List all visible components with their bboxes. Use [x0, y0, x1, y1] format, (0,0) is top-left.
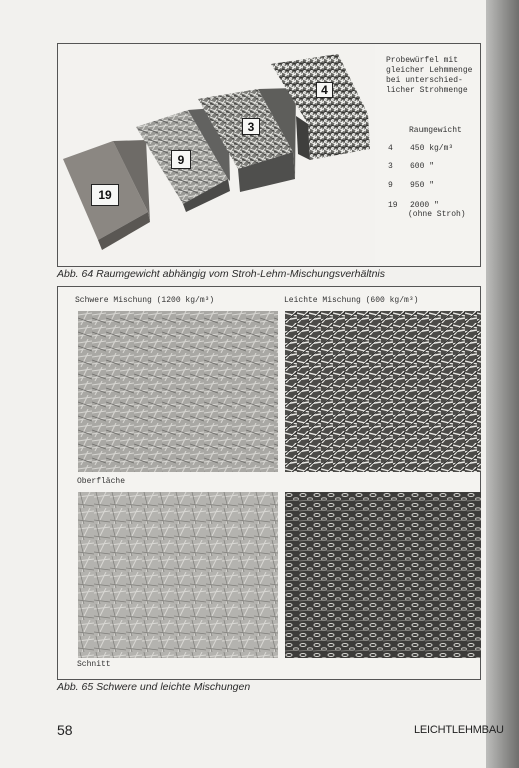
heavy-section-photo — [78, 492, 278, 658]
brick-samples-photo — [58, 44, 375, 266]
table-row — [388, 201, 439, 210]
table-row-note: (ohne Stroh) — [408, 210, 466, 219]
row-number: 19 — [388, 201, 398, 210]
brick-samples-illustration — [58, 44, 375, 266]
surface-label: Oberfläche — [77, 477, 126, 486]
row-value: 950 " — [410, 181, 435, 190]
row-value: 450 kg/m³ — [410, 144, 454, 153]
row-number: 4 — [388, 144, 393, 153]
brick-tag-9: 9 — [171, 150, 191, 169]
figure-64-caption: Abb. 64 Raumgewicht abhängig vom Stroh-Lehm-Mischungsverhältnis — [57, 268, 386, 280]
figure-65-frame — [57, 286, 481, 680]
heavy-surface-photo — [78, 311, 278, 472]
table-row — [388, 181, 434, 190]
light-section-texture — [285, 492, 481, 658]
row-value: 600 " — [410, 162, 435, 171]
row-number: 3 — [388, 162, 393, 171]
running-head: LEICHTLEHMBAU — [414, 724, 504, 736]
row-value: 2000 " — [410, 201, 439, 210]
row-number: 9 — [388, 181, 393, 190]
heavy-mix-label: Schwere Mischung (1200 kg/m³) — [75, 296, 215, 305]
section-label: Schnitt — [77, 660, 111, 669]
page-number: 58 — [57, 722, 73, 738]
table-row — [388, 162, 434, 171]
light-section-photo — [285, 492, 481, 658]
figure-65-caption: Abb. 65 Schwere und leichte Mischungen — [57, 681, 251, 693]
brick-tag-3: 3 — [242, 118, 260, 135]
brick-tag-19: 19 — [91, 184, 119, 206]
table-header: Raumgewicht — [409, 126, 462, 135]
heavy-surface-texture — [78, 311, 278, 472]
light-surface-photo — [285, 311, 481, 472]
light-mix-label: Leichte Mischung (600 kg/m³) — [284, 296, 419, 305]
light-surface-texture — [285, 311, 481, 472]
figure-64-legend-title: Probewürfel mit gleicher Lehmmenge bei unterschied- licher Strohmenge — [386, 56, 473, 95]
heavy-section-texture — [78, 492, 278, 658]
brick-tag-4: 4 — [316, 82, 333, 98]
table-row — [388, 144, 453, 153]
book-spine-shadow — [486, 0, 519, 768]
figure-64-frame — [57, 43, 481, 267]
